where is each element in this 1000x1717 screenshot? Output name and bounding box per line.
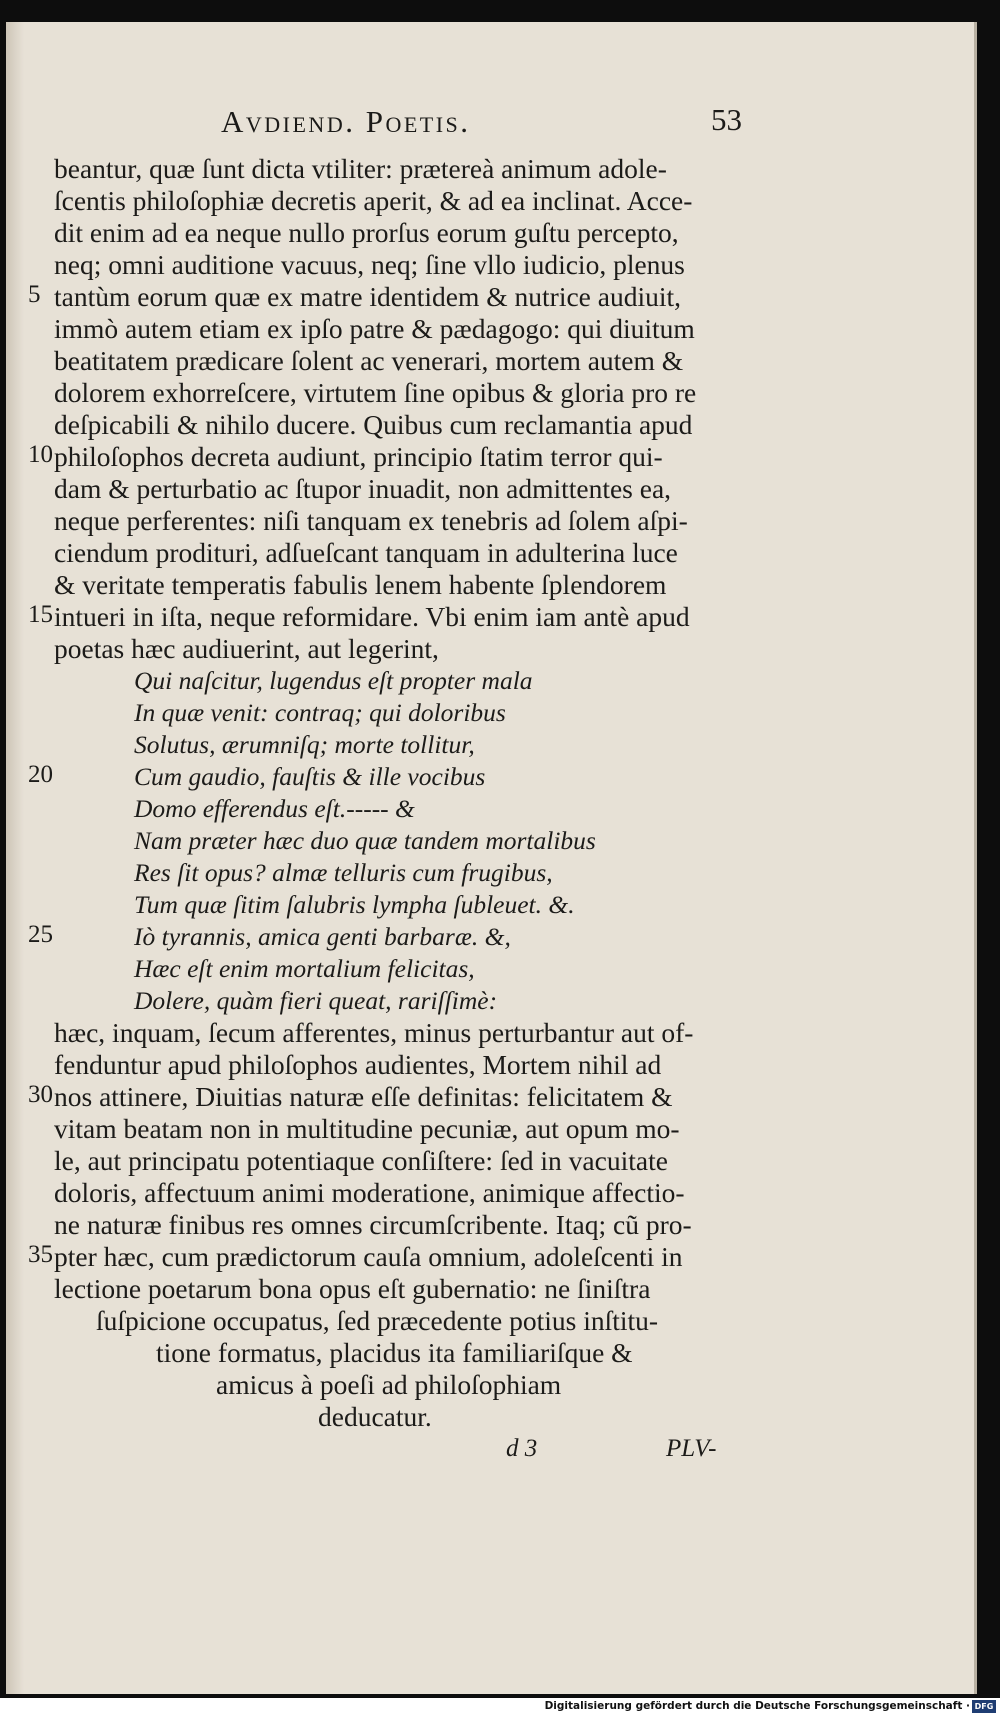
line-number: 35 — [28, 1241, 53, 1268]
text-line: lectione poetarum bona opus eſt gubernatio: ne ſiniſtra — [54, 1273, 651, 1304]
text-line: amicus à poeſi ad philoſophiam — [216, 1369, 562, 1400]
text-line: hæc, inquam, ſecum afferentes, minus perturbantur aut of- — [54, 1017, 694, 1048]
funding-credit: Digitalisierung gefördert durch die Deutsche Forschungsgemeinschaft · — [544, 1700, 970, 1712]
verse-line: Cum gaudio, fauſtis & ille vocibus — [134, 762, 486, 791]
text-line: & veritate temperatis fabulis lenem habente ſplendorem — [54, 569, 667, 600]
text-line: ne naturæ finibus res omnes circumſcribente. Itaq; cũ pro- — [54, 1209, 692, 1240]
text-line: dolorem exhorreſcere, virtutem ſine opibus & gloria pro re — [54, 377, 697, 408]
text-line: tione formatus, placidus ita familiariſque & — [156, 1337, 633, 1368]
verse-line: Nam præter hæc duo quæ tandem mortalibus — [134, 826, 596, 855]
verse-line: In quæ venit: contraq; qui doloribus — [134, 698, 506, 727]
text-line: fenduntur apud philoſophos audientes, Mortem nihil ad — [54, 1049, 662, 1080]
text-line: deſpicabili & nihilo ducere. Quibus cum reclamantia apud — [54, 409, 693, 440]
text-line: ciendum prodituri, adſueſcant tanquam in adulterina luce — [54, 537, 678, 568]
verse-line: Res ſit opus? almæ telluris cum frugibus, — [134, 858, 553, 887]
text-line: intueri in iſta, neque reformidare. Vbi enim iam antè apud — [54, 601, 690, 632]
text-line: neq; omni auditione vacuus, neq; ſine vllo iudicio, plenus — [54, 249, 685, 280]
book-page — [6, 22, 977, 1694]
text-line: ſuſpicione occupatus, ſed præcedente potius inſtitu- — [96, 1305, 659, 1336]
text-line: deducatur. — [318, 1401, 432, 1432]
verse-line: Solutus, ærumniſq; morte tollitur, — [134, 730, 475, 759]
line-number: 5 — [28, 281, 41, 308]
text-line: tantùm eorum quæ ex matre identidem & nutrice audiuit, — [54, 281, 681, 312]
text-line: dit enim ad ea neque nullo prorſus eorum guſtu percepto, — [54, 217, 679, 248]
verse-line: Domo efferendus eſt.----- & — [134, 794, 415, 823]
line-number: 25 — [28, 921, 53, 948]
text-line: pter hæc, cum prædictorum cauſa omnium, adoleſcenti in — [54, 1241, 683, 1272]
catchword: PLV- — [666, 1435, 717, 1462]
text-line: ſcentis philoſophiæ decretis aperit, & ad ea inclinat. Acce- — [54, 185, 693, 216]
text-line: doloris, affectuum animi moderatione, animique affectio- — [54, 1177, 685, 1208]
line-number: 20 — [28, 761, 53, 788]
text-line: nos attinere, Diuitias naturæ eſſe definitas: felicitatem & — [54, 1081, 673, 1112]
line-number: 30 — [28, 1081, 53, 1108]
text-line: dam & perturbatio ac ſtupor inuadit, non admittentes ea, — [54, 473, 672, 504]
running-head: Avdiend. Poetis. — [221, 104, 471, 139]
verse-line: Qui naſcitur, lugendus eſt propter mala — [134, 666, 533, 695]
page-number: 53 — [711, 102, 742, 137]
text-line: immò autem etiam ex ipſo patre & pædagogo: qui diuitum — [54, 313, 695, 344]
text-line: philoſophos decreta audiunt, principio ſtatim terror qui- — [54, 441, 663, 472]
verse-line: Dolere, quàm fieri queat, rariſſimè: — [134, 986, 498, 1015]
text-line: vitam beatam non in multitudine pecuniæ, aut opum mo- — [54, 1113, 680, 1144]
text-line: neque perferentes: niſi tanquam ex tenebris ad ſolem aſpi- — [54, 505, 688, 536]
verse-line: Hæc eſt enim mortalium felicitas, — [134, 954, 475, 983]
verse-line: Tum quæ ſitim ſalubris lympha ſubleuet. &. — [134, 890, 575, 919]
text-line: poetas hæc audiuerint, aut legerint, — [54, 633, 439, 664]
verse-line: Iò tyrannis, amica genti barbaræ. &, — [134, 922, 511, 951]
text-line: beantur, quæ ſunt dicta vtiliter: prætereà animum adole- — [54, 153, 667, 184]
text-line: le, aut principatu potentiaque conſiſtere: ſed in vacuitate — [54, 1145, 668, 1176]
line-number: 15 — [28, 601, 53, 628]
dfg-logo: DFG — [972, 1700, 996, 1713]
signature-mark: d 3 — [506, 1435, 538, 1462]
text-line: beatitatem prædicare ſolent ac venerari, mortem autem & — [54, 345, 684, 376]
line-number: 10 — [28, 441, 53, 468]
